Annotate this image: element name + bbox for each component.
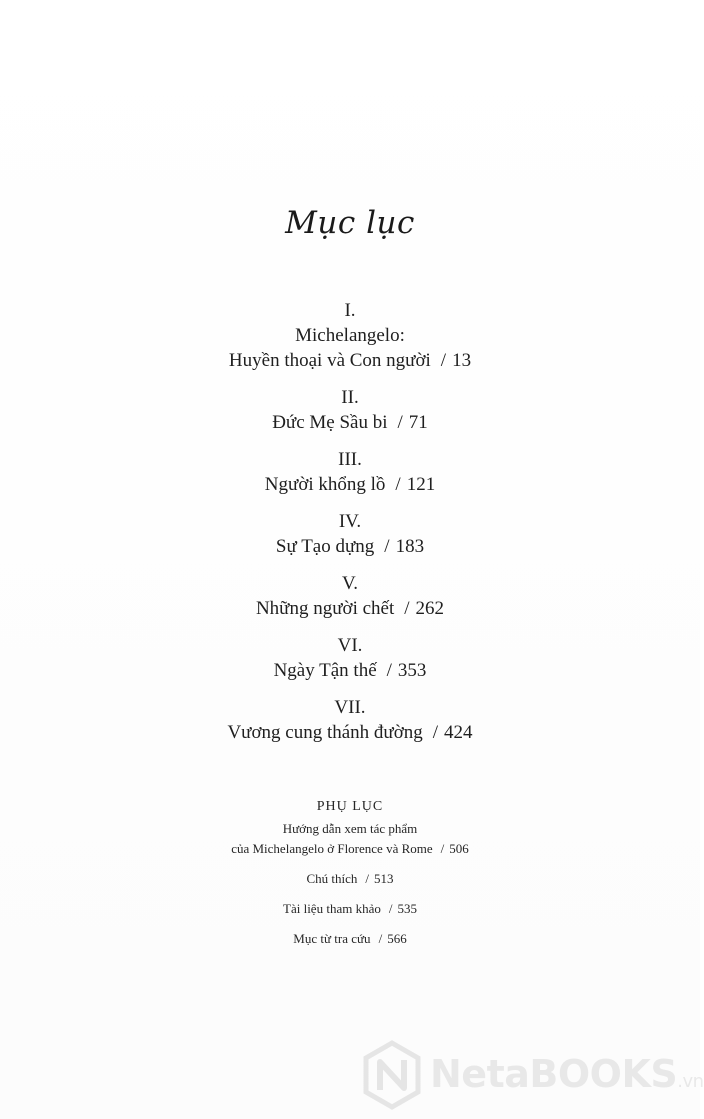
appendix-item-page: 513: [374, 871, 394, 886]
watermark-brand: NetaBOOKS: [430, 1052, 678, 1096]
chapter-numeral: VI.: [337, 635, 363, 656]
appendix-separator: /: [378, 931, 383, 946]
appendix-guide-title: của Michelangelo ở Florence và Rome: [231, 841, 433, 856]
chapter-title: Người khổng lồ: [264, 474, 386, 495]
chapter-separator: /: [440, 350, 447, 371]
chapter-page-number: 424: [444, 722, 473, 743]
chapter-title-line: [0, 720, 700, 745]
chapter-separator: /: [404, 598, 410, 619]
appendix-item-page: 535: [397, 901, 417, 916]
chapter-title-line: [0, 472, 700, 497]
chapter-title-line: [0, 410, 700, 435]
appendix-item-references: [0, 899, 700, 919]
chapter-list: [0, 298, 700, 757]
chapter-title: Vương cung thánh đường: [227, 722, 423, 743]
chapter-title-line: [0, 534, 700, 559]
appendix-heading: PHỤ LỤC: [316, 799, 384, 814]
appendix-item-title: Chú thích: [306, 871, 358, 886]
chapter-title-line: [0, 348, 700, 373]
chapter-title: Những người chết: [255, 598, 395, 619]
chapter-numeral: II.: [341, 387, 359, 408]
page-title: Mục lục: [285, 205, 415, 241]
netabooks-hexagon-logo-icon: [362, 1040, 422, 1110]
chapter-entry-1: [0, 298, 700, 373]
chapter-page-number: 121: [406, 474, 436, 495]
chapter-entry-4: [0, 509, 700, 559]
chapter-page-number: 71: [408, 412, 428, 433]
chapter-page-number: 13: [452, 350, 472, 371]
netabooks-watermark: [362, 1040, 704, 1110]
appendix-section: [0, 795, 700, 949]
chapter-entry-6: [0, 633, 700, 683]
appendix-item-page: 566: [387, 931, 407, 946]
chapter-separator: /: [397, 412, 403, 433]
appendix-guide-page: 506: [449, 841, 469, 856]
chapter-page-number: 262: [415, 598, 445, 619]
chapter-numeral: VII.: [334, 697, 366, 718]
appendix-separator: /: [365, 871, 370, 886]
appendix-separator: /: [388, 901, 393, 916]
appendix-item-title: Tài liệu tham khảo: [283, 901, 381, 916]
chapter-entry-5: [0, 571, 700, 621]
chapter-title: Đức Mẹ Sầu bi: [272, 412, 388, 433]
chapter-numeral: I.: [344, 300, 356, 321]
appendix-guide-line-2: [0, 839, 700, 859]
appendix-guide-line-1: Hướng dẫn xem tác phẩm: [282, 821, 418, 836]
chapter-separator: /: [386, 660, 392, 681]
chapter-title: Ngày Tận thế: [273, 660, 377, 681]
chapter-numeral: III.: [338, 449, 362, 470]
chapter-page-number: 353: [397, 660, 427, 681]
appendix-separator: /: [440, 841, 445, 856]
chapter-entry-2: [0, 385, 700, 435]
watermark-suffix: .vn: [677, 1071, 704, 1092]
chapter-title: Sự Tạo dựng: [275, 536, 375, 557]
chapter-numeral: IV.: [338, 511, 362, 532]
chapter-title: Huyền thoại và Con người: [228, 350, 431, 371]
chapter-title-line: [0, 596, 700, 621]
chapter-page-number: 183: [395, 536, 425, 557]
appendix-item-notes: [0, 869, 700, 889]
watermark-text: [430, 1052, 704, 1096]
chapter-subtitle: Michelangelo:: [295, 325, 405, 346]
appendix-item-title: Mục từ tra cứu: [293, 931, 371, 946]
chapter-numeral: V.: [341, 573, 359, 594]
chapter-entry-3: [0, 447, 700, 497]
appendix-item-index: [0, 929, 700, 949]
chapter-separator: /: [432, 722, 439, 743]
chapter-entry-7: [0, 695, 700, 745]
chapter-title-line: [0, 658, 700, 683]
chapter-separator: /: [384, 536, 390, 557]
chapter-separator: /: [395, 474, 401, 495]
